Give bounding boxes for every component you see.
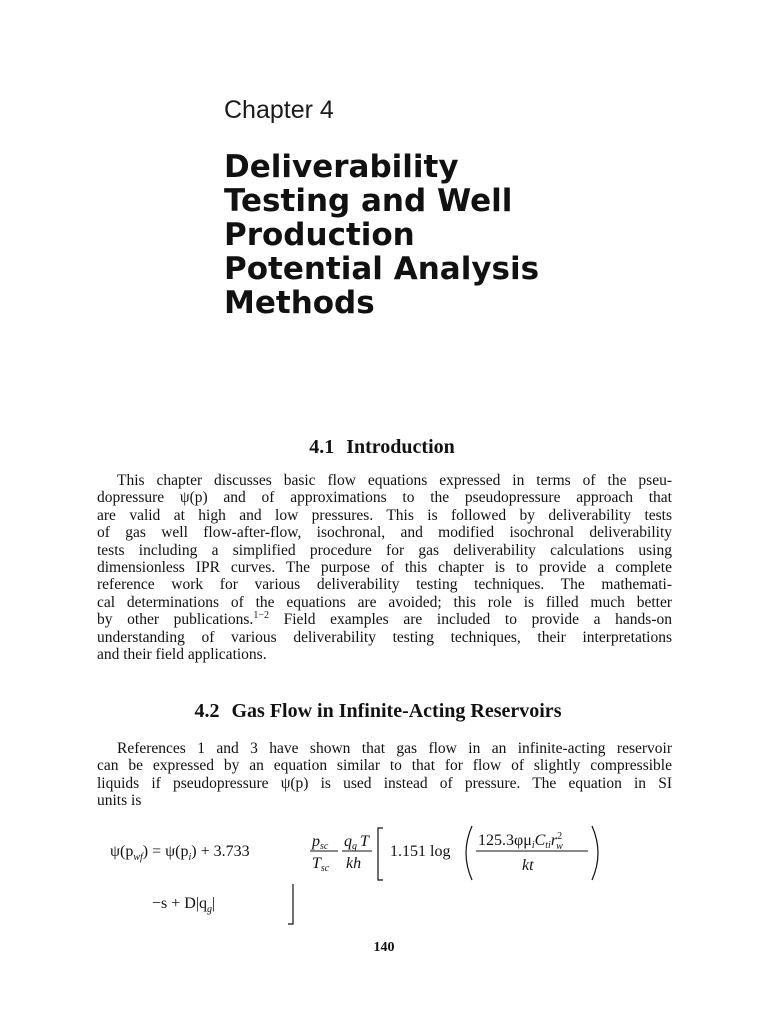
chapter-title-line: Potential Analysis [224,251,540,287]
right-bracket [288,884,293,924]
paragraph-line [97,611,672,628]
paragraph-line: References 1 and 3 have shown that gas flow in an infinite-acting reservoir [117,740,672,757]
fraction-denominator: kh [346,855,362,872]
paragraph-line: units is [97,792,142,810]
fraction-numerator: 125.3φμiCtir$^2$ w [478,831,563,852]
section-heading-gas-flow [0,700,762,723]
section-number: 4.1 [309,436,335,458]
paragraph-line: of gas well flow-after-flow, isochronal, and modified isochronal deliverability [97,524,672,542]
left-bracket [378,828,383,880]
reference-superscript: 1−2 [253,610,269,622]
page-number: 140 [373,940,395,955]
paragraph-line: can be expressed by an equation similar to that for flow of slightly compressible [97,757,672,775]
intro-paragraph [97,472,672,663]
paragraph-line: are valid at high and low pressures. This is followed by deliverability tests [97,506,672,524]
chapter-title [224,150,694,320]
fraction-numerator: psc [312,833,329,852]
paragraph-line: liquids if pseudopressure ψ(p) is used instead of pressure. The equation in SI [97,774,672,792]
fraction-numerator: qg T [344,833,369,852]
chapter-title-line: Production [224,217,415,253]
line-text: Field examples are included to provide a hands-on [268,611,672,629]
gas-flow-paragraph [97,740,672,810]
fraction-denominator: Tsc [312,855,330,874]
paragraph-line: reference work for various deliverability testing techniques. The mathemati- [97,576,672,594]
section-title: Introduction [346,436,455,458]
paragraph-line: dimensionless IPR curves. The purpose of this chapter is to provide a complete [97,559,672,577]
paragraph-line: understanding of various deliverability testing techniques, their interpretations [97,628,672,646]
fraction-denominator: kt [522,857,534,874]
equation-line-2: $-s + D|q_g|$ [152,895,216,915]
paragraph-line: This chapter discusses basic flow equations expressed in terms of the pseu- [117,472,672,489]
chapter-title-line: Testing and Well [224,183,513,219]
chapter-title-line: Deliverability [224,149,459,185]
chapter-label: Chapter 4 [224,96,334,124]
right-paren [592,826,598,880]
line-text: by other publications. [97,611,254,629]
pseudopressure-equation [110,818,670,928]
equation-lhs: $\psi(p_{wf}) = \psi(p_i) + 3.733$ [110,843,250,863]
section-number: 4.2 [194,700,220,722]
left-paren [466,826,472,880]
section-title: Gas Flow in Infinite-Acting Reservoirs [231,700,562,722]
chapter-title-line: Methods [224,285,375,321]
section-heading-introduction [0,436,766,459]
paragraph-line: dopressure ψ(p) and of approximations to the pseudopressure approach that [97,489,672,507]
paragraph-line: and their field applications. [97,646,267,664]
log-term: 1.151 log [390,843,451,860]
paragraph-line: cal determinations of the equations are avoided; this role is filled much better [97,593,672,611]
paragraph-line: tests including a simplified procedure for gas deliverability calculations using [97,541,672,559]
